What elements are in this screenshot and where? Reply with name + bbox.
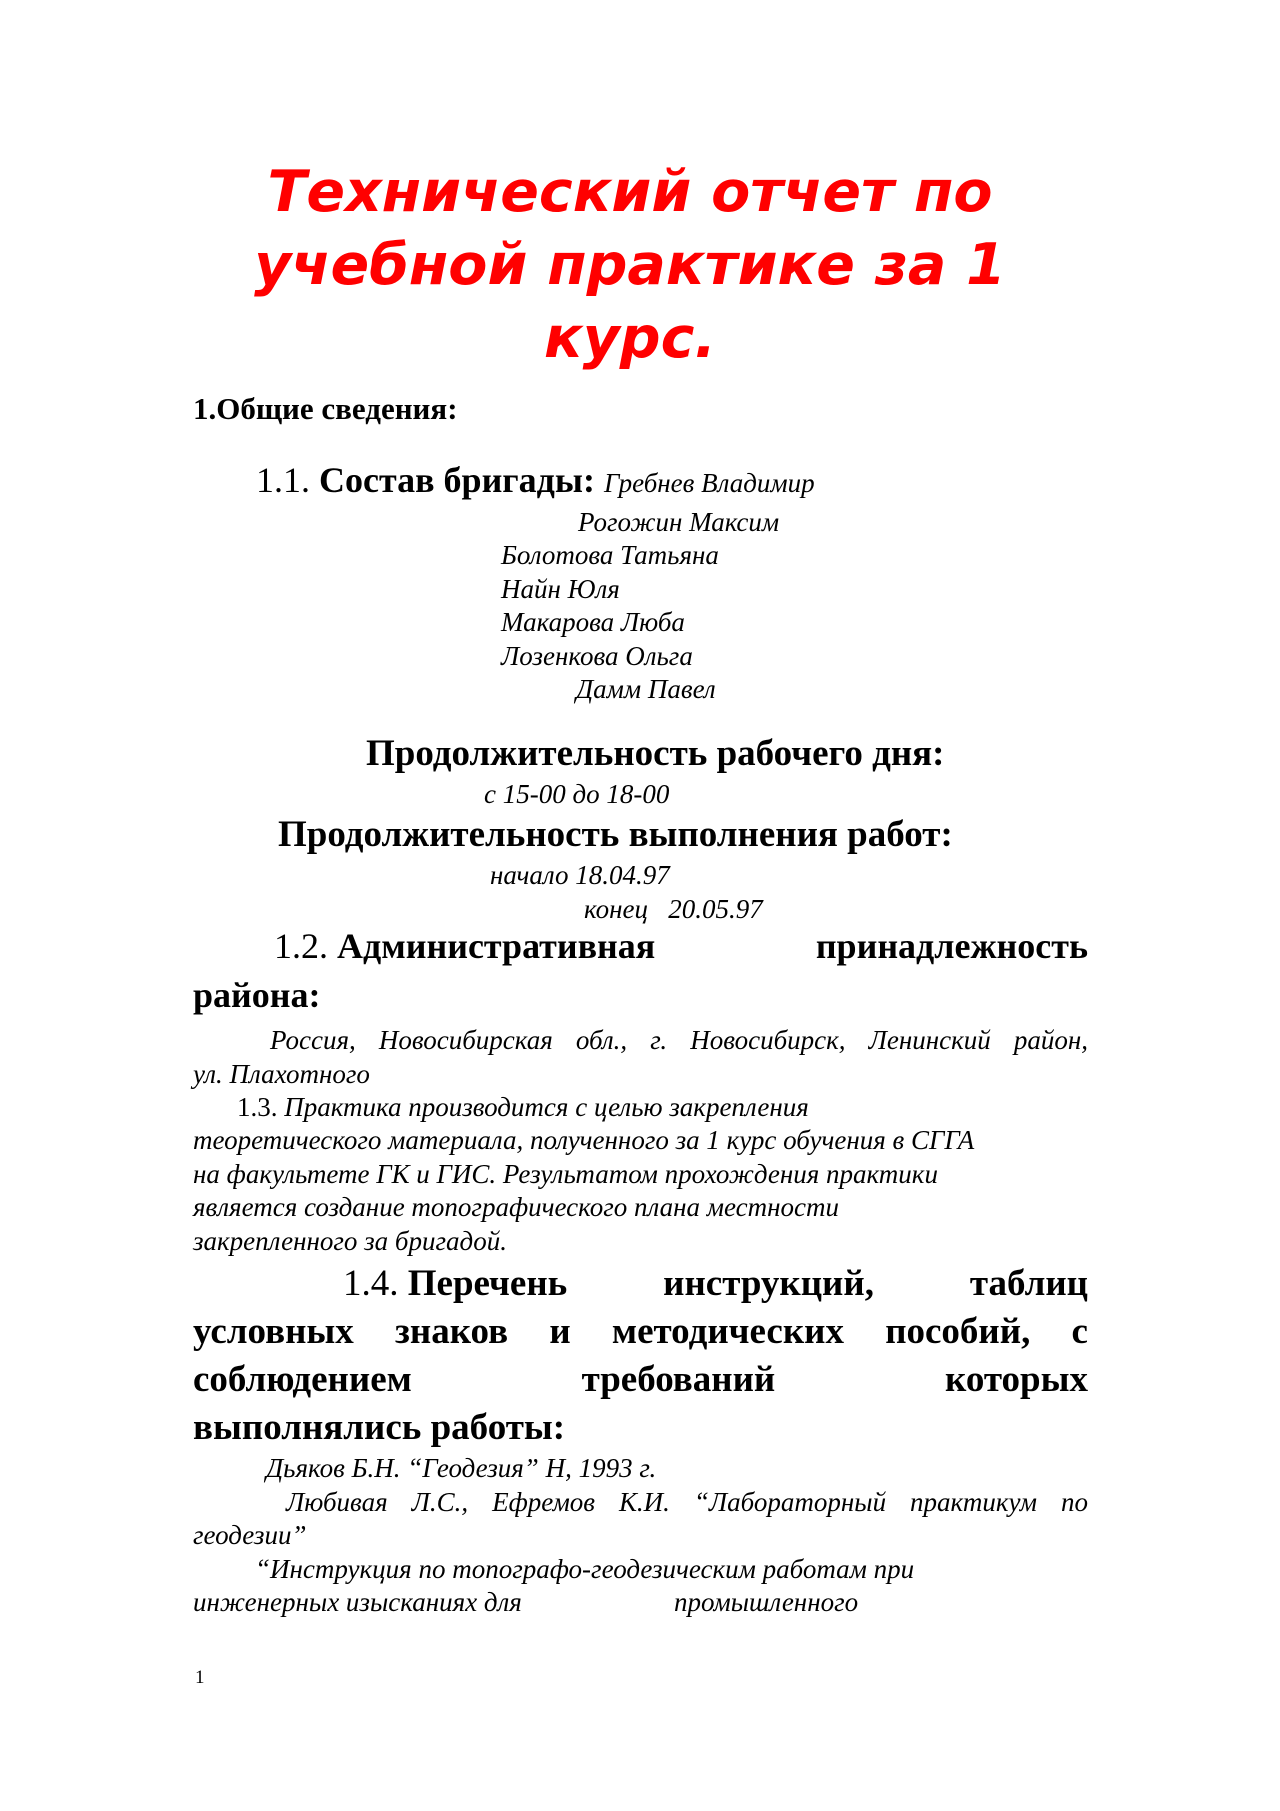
heading-word: инструкций,	[663, 1263, 874, 1304]
section-1-3-line: теоретического материала, полученного за 1 курс обучения в СГГА	[193, 1125, 975, 1155]
reference-word: по	[1060, 1487, 1088, 1517]
reference-item: “Инструкция по топографо-геодезическим работам при	[255, 1554, 915, 1584]
heading-word: пособий,	[885, 1311, 1031, 1352]
team-member: Гребнев Владимир	[603, 468, 815, 498]
workday-hours: с 15-00 до 18-00	[484, 779, 670, 809]
section-number: 1.1.	[256, 460, 310, 500]
document-title	[150, 156, 1110, 375]
team-member: Рогожин Максим	[578, 507, 780, 537]
workday-heading: Продолжительность рабочего дня:	[366, 733, 945, 774]
duration-end-label: конец	[584, 894, 648, 924]
section-1-3-line: закрепленного за бригадой.	[193, 1226, 507, 1256]
team-member: Дамм Павел	[576, 674, 716, 704]
reference-word: Л.С.,	[411, 1487, 469, 1517]
address-line: ул. Плахотного	[193, 1059, 370, 1089]
heading-word: и	[549, 1311, 571, 1352]
reference-item	[286, 1487, 1088, 1518]
duration-end	[584, 894, 763, 925]
section-1-2-heading	[274, 925, 1088, 967]
address-word: Новосибирская	[378, 1025, 553, 1055]
team-member: Болотова Татьяна	[501, 540, 719, 570]
heading-word: Перечень	[407, 1263, 568, 1304]
reference-item-cont: промышленного	[674, 1587, 859, 1617]
duration-end-date: 20.05.97	[668, 894, 763, 924]
section-number: 1.3.	[237, 1092, 278, 1122]
title-line: курс.	[543, 305, 717, 371]
reference-word: Любивая	[286, 1487, 388, 1517]
duration-heading: Продолжительность выполнения работ:	[278, 814, 953, 855]
reference-word: Ефремов	[492, 1487, 596, 1517]
title-line: учебной практике за 1	[254, 232, 1006, 298]
heading-word: таблиц	[969, 1263, 1088, 1304]
reference-item-cont: геодезии”	[193, 1520, 307, 1550]
heading-word: условных	[193, 1311, 354, 1352]
section-1-4-heading	[193, 1262, 1088, 1454]
section-1-3-line: на факультете ГК и ГИС. Результатом прохождения практики	[193, 1159, 938, 1189]
address-word: Новосибирск,	[690, 1025, 846, 1055]
heading-word: соблюдением	[193, 1359, 412, 1400]
heading-word: знаков	[395, 1311, 509, 1352]
title-line: Технический отчет по	[267, 159, 993, 225]
reference-item-cont: инженерных изысканиях для	[193, 1587, 522, 1617]
section-label: принадлежность	[815, 926, 1088, 966]
page-number: 1	[195, 1667, 205, 1688]
heading-word: с	[1071, 1311, 1088, 1352]
reference-word: К.И.	[618, 1487, 670, 1517]
heading-line	[193, 1310, 1088, 1358]
reference-item: Дьяков Б.Н. “Геодезия” Н, 1993 г.	[266, 1453, 657, 1483]
section-number: 1.2.	[274, 926, 328, 966]
address-word: Россия,	[270, 1025, 356, 1055]
section-1-1-heading	[256, 459, 815, 501]
heading-line	[193, 1358, 1088, 1406]
team-member: Макарова Люба	[501, 607, 685, 637]
section-number: 1.4.	[343, 1263, 399, 1304]
address-word: г.	[650, 1025, 668, 1055]
team-member: Найн Юля	[501, 574, 620, 604]
address-word: район,	[1013, 1025, 1088, 1055]
heading-word: методических	[611, 1311, 844, 1352]
heading-word: требований	[581, 1359, 776, 1400]
section-label: Административная	[337, 926, 656, 966]
team-member: Лозенкова Ольга	[501, 641, 693, 671]
section-1-3-line	[237, 1092, 809, 1123]
duration-start: начало 18.04.97	[490, 860, 670, 890]
section-text: Практика производится с целью закрепления	[284, 1092, 809, 1122]
section-1-3-line: является создание топографического плана местности	[193, 1192, 839, 1222]
heading-line	[193, 1262, 1088, 1310]
heading-line: выполнялись работы:	[193, 1407, 566, 1448]
address-word: Ленинский	[868, 1025, 991, 1055]
reference-word: практикум	[910, 1487, 1037, 1517]
address-line	[270, 1025, 1088, 1056]
section-1-heading: 1.Общие сведения:	[193, 391, 458, 426]
section-label: Состав бригады:	[319, 460, 595, 500]
heading-word: которых	[944, 1359, 1088, 1400]
address-word: обл.,	[575, 1025, 628, 1055]
reference-word: “Лабораторный	[693, 1487, 887, 1517]
section-1-2-heading-cont: района:	[193, 975, 321, 1015]
